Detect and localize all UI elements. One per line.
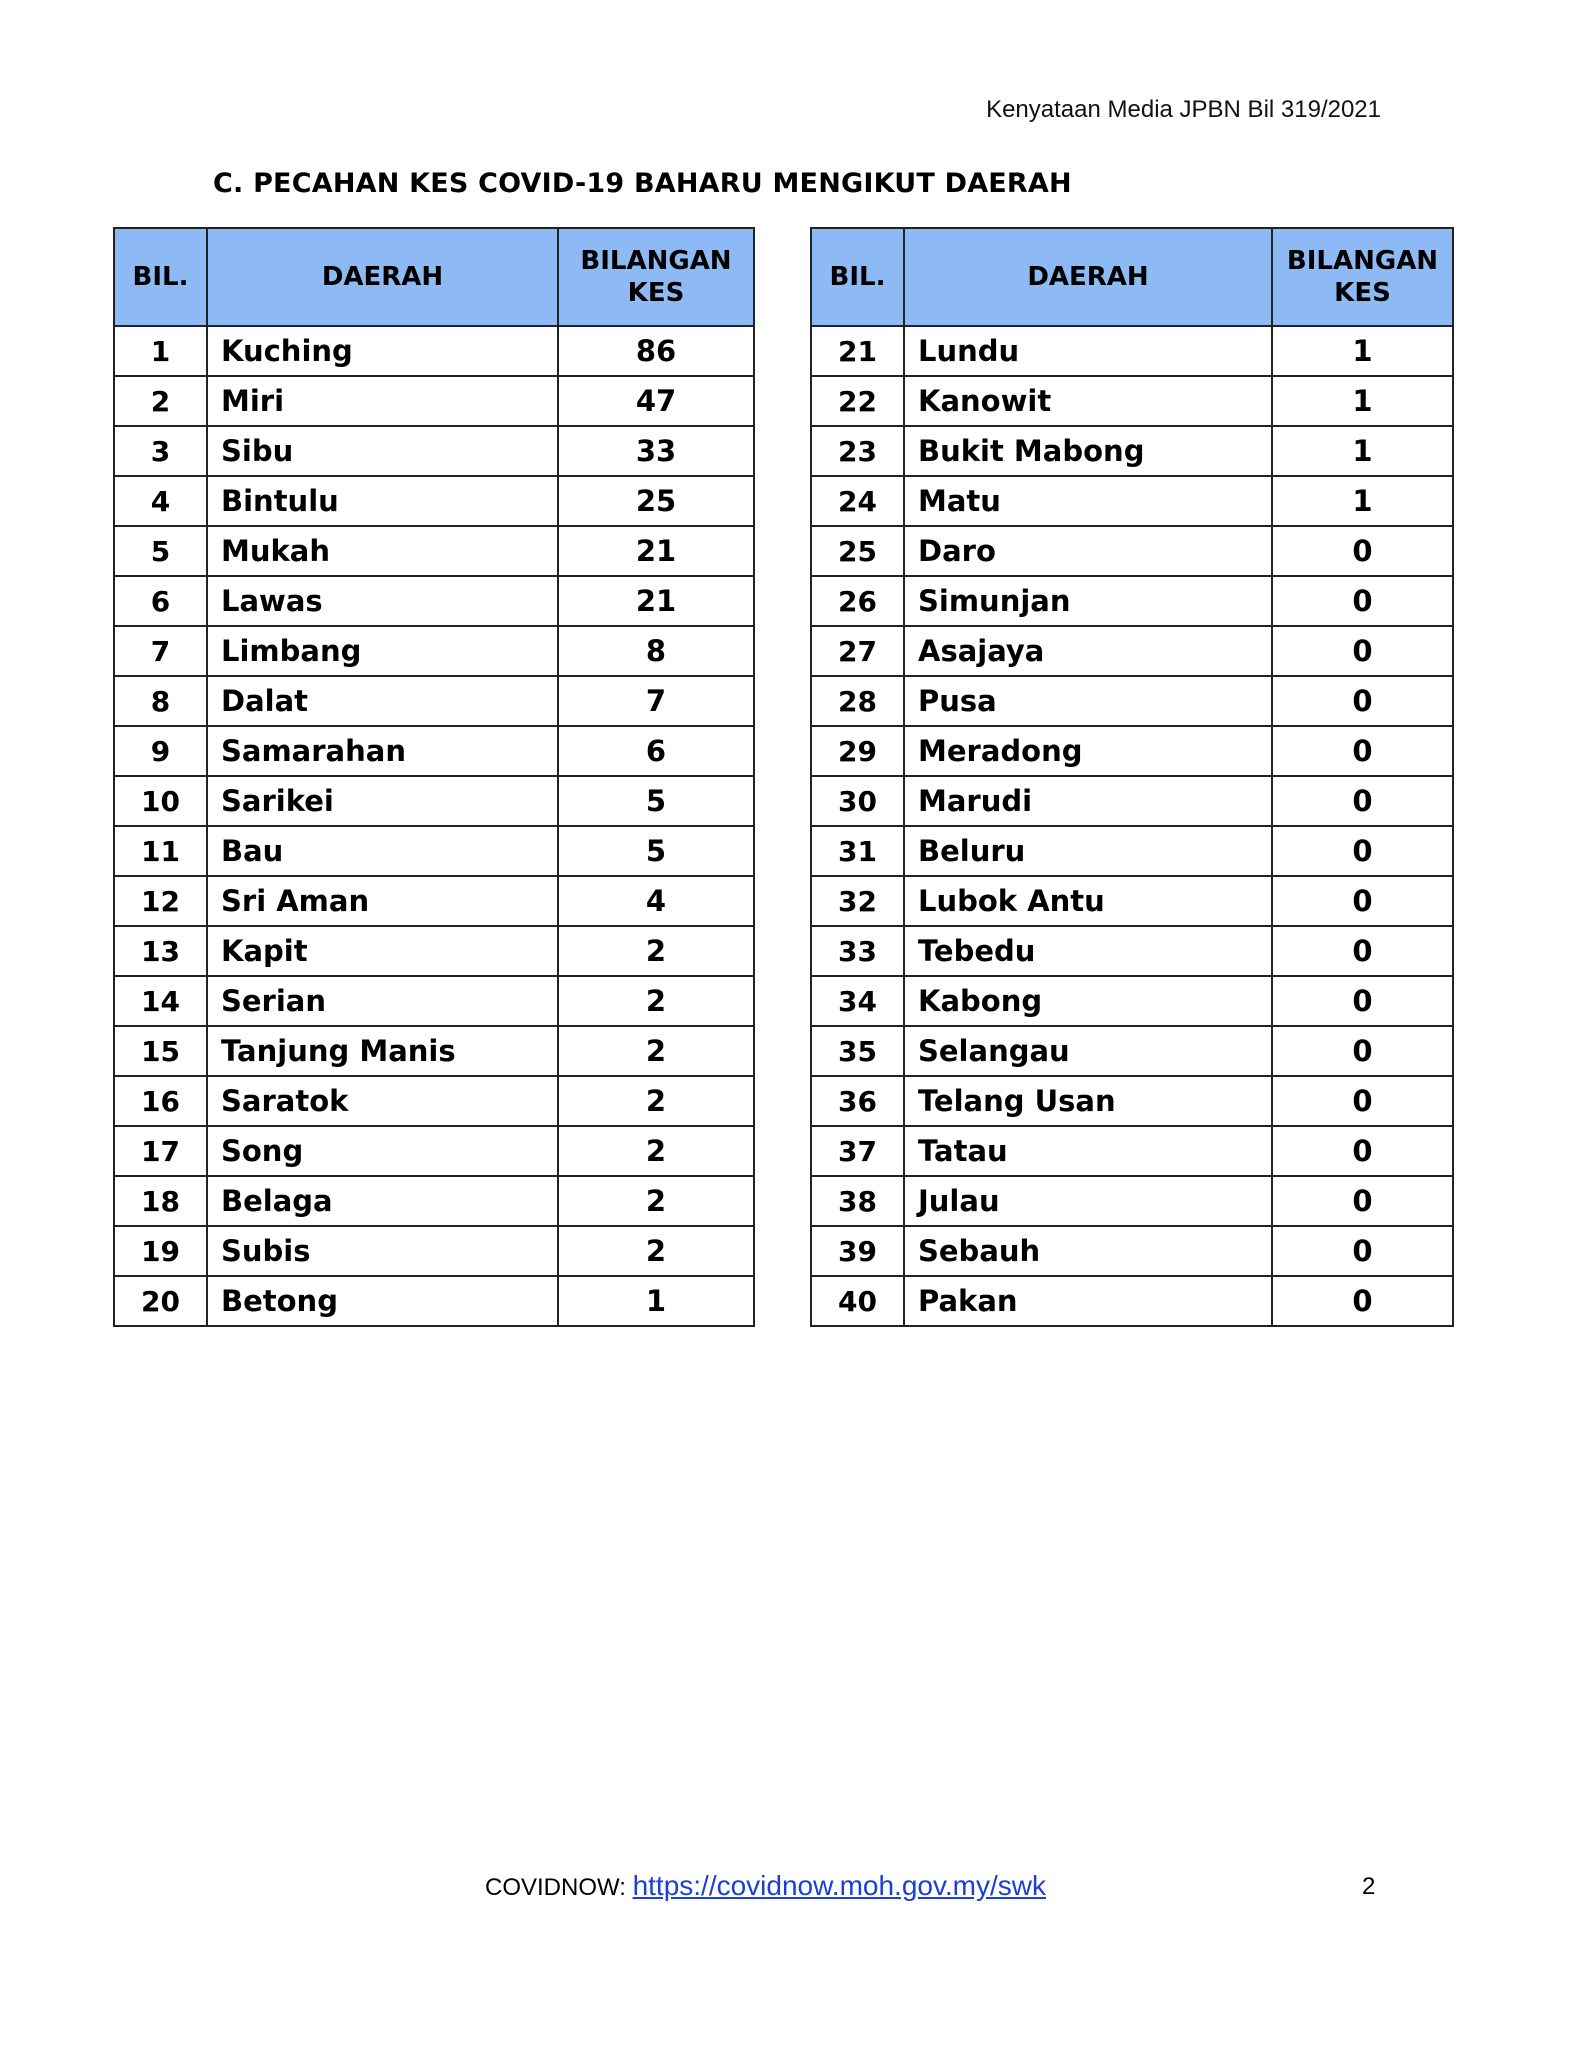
cell-bilangan-kes: 0 [1272,926,1453,976]
header-bilangan-kes [1272,228,1453,326]
header-daerah: DAERAH [904,228,1272,326]
cell-bilangan-kes: 2 [558,1076,754,1126]
cell-daerah: Betong [207,1276,558,1326]
cell-bilangan-kes: 86 [558,326,754,376]
cell-daerah: Selangau [904,1026,1272,1076]
cell-bil: 2 [114,376,207,426]
cell-daerah: Lawas [207,576,558,626]
table-row [114,1076,754,1126]
cell-bil: 26 [811,576,904,626]
table-row [114,676,754,726]
cell-bilangan-kes: 0 [1272,1126,1453,1176]
cell-bil: 3 [114,426,207,476]
cell-bilangan-kes: 0 [1272,626,1453,676]
media-statement-reference: Kenyataan Media JPBN Bil 319/2021 [986,96,1381,123]
cell-daerah: Tebedu [904,926,1272,976]
table-row [114,326,754,376]
header-bil: BIL. [811,228,904,326]
cell-bil: 22 [811,376,904,426]
cell-daerah: Serian [207,976,558,1026]
cell-bilangan-kes: 21 [558,526,754,576]
cell-bilangan-kes: 0 [1272,1026,1453,1076]
table-row [114,576,754,626]
table-row [114,726,754,776]
table-row [114,926,754,976]
cell-bilangan-kes: 0 [1272,1176,1453,1226]
table-row [811,876,1453,926]
cell-daerah: Bukit Mabong [904,426,1272,476]
table-row [811,776,1453,826]
table-row [811,676,1453,726]
table-row [811,1176,1453,1226]
cell-bil: 15 [114,1026,207,1076]
cell-bilangan-kes: 1 [1272,426,1453,476]
cell-bil: 33 [811,926,904,976]
cell-daerah: Miri [207,376,558,426]
cell-daerah: Bau [207,826,558,876]
cell-bilangan-kes: 0 [1272,526,1453,576]
cell-bil: 36 [811,1076,904,1126]
table-row [811,426,1453,476]
cell-bil: 25 [811,526,904,576]
table-row [114,1126,754,1176]
cell-bilangan-kes: 0 [1272,676,1453,726]
district-table-left [113,227,755,1327]
cell-daerah: Song [207,1126,558,1176]
table-row [811,926,1453,976]
cell-bilangan-kes: 1 [1272,326,1453,376]
cell-daerah: Sibu [207,426,558,476]
table-row [811,826,1453,876]
cell-daerah: Dalat [207,676,558,726]
section-title: C. PECAHAN KES COVID-19 BAHARU MENGIKUT DAERAH [213,168,1072,199]
header-bil: BIL. [114,228,207,326]
cell-bilangan-kes: 6 [558,726,754,776]
cell-bil: 29 [811,726,904,776]
table-row [114,826,754,876]
cell-bil: 38 [811,1176,904,1226]
table-row [114,1026,754,1076]
cell-daerah: Tanjung Manis [207,1026,558,1076]
table-row [811,326,1453,376]
cell-bilangan-kes: 47 [558,376,754,426]
table-row [811,526,1453,576]
cell-bil: 40 [811,1276,904,1326]
cell-daerah: Kapit [207,926,558,976]
cell-bil: 5 [114,526,207,576]
table-row [811,1126,1453,1176]
cell-bilangan-kes: 2 [558,1176,754,1226]
cell-bil: 9 [114,726,207,776]
table-row [114,1176,754,1226]
page-number: 2 [1362,1873,1376,1900]
cell-bil: 18 [114,1176,207,1226]
cell-bilangan-kes: 2 [558,1126,754,1176]
cell-daerah: Sri Aman [207,876,558,926]
cell-bilangan-kes: 0 [1272,776,1453,826]
cell-bil: 11 [114,826,207,876]
cell-bil: 28 [811,676,904,726]
header-daerah: DAERAH [207,228,558,326]
table-body-right [811,326,1453,1326]
cell-bil: 8 [114,676,207,726]
cell-bilangan-kes: 0 [1272,1226,1453,1276]
cell-daerah: Subis [207,1226,558,1276]
table-row [114,1276,754,1326]
cell-bilangan-kes: 5 [558,776,754,826]
cell-daerah: Sarikei [207,776,558,826]
cell-bilangan-kes: 0 [1272,826,1453,876]
table-row [114,876,754,926]
cell-daerah: Mukah [207,526,558,576]
header-kes-line2: KES [1334,278,1391,308]
cell-daerah: Tatau [904,1126,1272,1176]
cell-daerah: Matu [904,476,1272,526]
cell-daerah: Kanowit [904,376,1272,426]
table-row [811,1026,1453,1076]
cell-bil: 32 [811,876,904,926]
cell-bil: 19 [114,1226,207,1276]
cell-bilangan-kes: 0 [1272,876,1453,926]
cell-bilangan-kes: 21 [558,576,754,626]
cell-daerah: Limbang [207,626,558,676]
cell-daerah: Julau [904,1176,1272,1226]
cell-daerah: Kuching [207,326,558,376]
cell-bil: 39 [811,1226,904,1276]
header-bilangan-kes [558,228,754,326]
header-kes-line2: KES [627,278,685,308]
cell-bil: 27 [811,626,904,676]
cell-daerah: Samarahan [207,726,558,776]
cell-daerah: Lubok Antu [904,876,1272,926]
cell-daerah: Pakan [904,1276,1272,1326]
cell-bilangan-kes: 0 [1272,976,1453,1026]
covidnow-link[interactable]: https://covidnow.moh.gov.my/swk [632,1870,1046,1901]
cell-bil: 14 [114,976,207,1026]
cell-bilangan-kes: 8 [558,626,754,676]
cell-bil: 7 [114,626,207,676]
cell-bilangan-kes: 0 [1272,1076,1453,1126]
cell-bil: 10 [114,776,207,826]
table-row [811,1276,1453,1326]
table-body-left [114,326,754,1326]
table-row [114,426,754,476]
cell-bil: 17 [114,1126,207,1176]
header-kes-line1: BILANGAN [1286,246,1439,276]
cell-bilangan-kes: 2 [558,976,754,1026]
cell-daerah: Telang Usan [904,1076,1272,1126]
cell-daerah: Kabong [904,976,1272,1026]
cell-bilangan-kes: 2 [558,1026,754,1076]
cell-bil: 21 [811,326,904,376]
header-kes-line1: BILANGAN [580,246,732,276]
table-row [114,626,754,676]
footer [485,1870,1046,1902]
cell-bil: 6 [114,576,207,626]
table-header-row [811,228,1453,326]
cell-daerah: Simunjan [904,576,1272,626]
cell-bil: 1 [114,326,207,376]
cell-bil: 12 [114,876,207,926]
table-row [811,576,1453,626]
cell-bilangan-kes: 1 [1272,476,1453,526]
cell-daerah: Marudi [904,776,1272,826]
cell-daerah: Pusa [904,676,1272,726]
cell-bilangan-kes: 25 [558,476,754,526]
table-row [811,1076,1453,1126]
cell-bil: 37 [811,1126,904,1176]
cell-bil: 34 [811,976,904,1026]
cell-bilangan-kes: 1 [1272,376,1453,426]
table-row [114,976,754,1026]
cell-bilangan-kes: 7 [558,676,754,726]
cell-daerah: Asajaya [904,626,1272,676]
cell-bil: 4 [114,476,207,526]
cell-bilangan-kes: 0 [1272,1276,1453,1326]
table-row [811,1226,1453,1276]
cell-bil: 16 [114,1076,207,1126]
table-row [811,726,1453,776]
cell-daerah: Bintulu [207,476,558,526]
table-row [114,376,754,426]
cell-daerah: Lundu [904,326,1272,376]
table-row [811,476,1453,526]
table-row [114,1226,754,1276]
cell-bilangan-kes: 33 [558,426,754,476]
district-table-right [810,227,1454,1327]
cell-bil: 20 [114,1276,207,1326]
cell-bil: 30 [811,776,904,826]
cell-daerah: Sebauh [904,1226,1272,1276]
table-row [114,776,754,826]
table-row [811,976,1453,1026]
table-header-row [114,228,754,326]
cell-bil: 31 [811,826,904,876]
table-row [811,626,1453,676]
cell-bilangan-kes: 0 [1272,726,1453,776]
cell-bilangan-kes: 1 [558,1276,754,1326]
cell-daerah: Saratok [207,1076,558,1126]
cell-bilangan-kes: 2 [558,926,754,976]
table-row [811,376,1453,426]
cell-bilangan-kes: 5 [558,826,754,876]
cell-daerah: Meradong [904,726,1272,776]
cell-bilangan-kes: 0 [1272,576,1453,626]
cell-bilangan-kes: 4 [558,876,754,926]
cell-daerah: Daro [904,526,1272,576]
cell-daerah: Belaga [207,1176,558,1226]
cell-bilangan-kes: 2 [558,1226,754,1276]
cell-bil: 24 [811,476,904,526]
cell-bil: 35 [811,1026,904,1076]
footer-label: COVIDNOW: [485,1874,633,1901]
table-row [114,526,754,576]
cell-bil: 13 [114,926,207,976]
cell-bil: 23 [811,426,904,476]
cell-daerah: Beluru [904,826,1272,876]
table-row [114,476,754,526]
